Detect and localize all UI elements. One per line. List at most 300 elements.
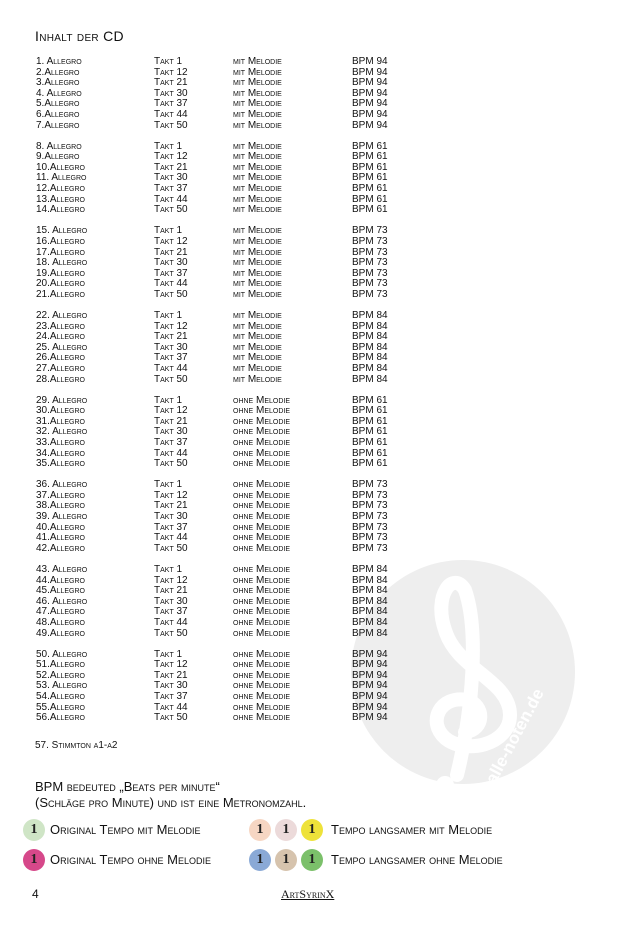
track-group xyxy=(0,565,640,639)
track-row xyxy=(0,544,640,555)
track-takt: Takt 44 xyxy=(154,278,188,290)
track-melody: ohne Melodie xyxy=(233,521,291,533)
track-takt: Takt 44 xyxy=(154,701,188,713)
track-takt: Takt 44 xyxy=(154,616,188,628)
track-bpm: BPM 61 xyxy=(352,437,388,448)
track-takt: Takt 12 xyxy=(154,659,188,671)
track-row xyxy=(0,565,640,576)
track-melody: ohne Melodie xyxy=(233,489,291,501)
track-takt: Takt 1 xyxy=(154,309,183,321)
legend-badge-slow-mit-1: 1 xyxy=(249,819,271,841)
track-takt: Takt 21 xyxy=(154,331,188,343)
track-row xyxy=(0,269,640,280)
track-bpm: BPM 73 xyxy=(352,288,388,300)
track-title: 41.Allegro xyxy=(36,532,85,544)
track-bpm: BPM 94 xyxy=(352,119,388,131)
track-bpm: BPM 73 xyxy=(352,532,388,544)
track-takt: Takt 21 xyxy=(154,669,188,681)
track-melody: ohne Melodie xyxy=(233,563,291,575)
track-takt: Takt 44 xyxy=(154,193,188,205)
track-bpm: BPM 73 xyxy=(352,500,388,512)
track-title: 6.Allegro xyxy=(36,108,80,120)
track-title: 1. Allegro xyxy=(36,56,82,67)
track-title: 40.Allegro xyxy=(36,521,85,533)
track-title: 49.Allegro xyxy=(36,627,85,639)
legend-badge-slow-ohne-3: 1 xyxy=(301,849,323,871)
track-takt: Takt 12 xyxy=(154,320,188,332)
track-row xyxy=(0,163,640,174)
track-bpm: BPM 84 xyxy=(352,585,388,597)
track-row xyxy=(0,142,640,153)
track-melody: mit Melodie xyxy=(233,161,282,173)
track-takt: Takt 44 xyxy=(154,362,188,374)
watermark-text: alle-noten.de xyxy=(481,685,548,787)
track-melody: ohne Melodie xyxy=(233,479,291,491)
track-bpm: BPM 84 xyxy=(352,373,388,385)
track-bpm: BPM 94 xyxy=(352,701,388,713)
track-row xyxy=(0,512,640,523)
legend-row-ohne-melodie xyxy=(0,849,640,873)
track-melody: ohne Melodie xyxy=(233,712,291,724)
track-bpm: BPM 73 xyxy=(352,511,388,523)
track-title: 27.Allegro xyxy=(36,362,85,374)
track-row xyxy=(0,78,640,89)
track-row xyxy=(0,396,640,407)
track-title: 36. Allegro xyxy=(36,479,88,491)
track-bpm: BPM 94 xyxy=(352,108,388,120)
track-bpm: BPM 73 xyxy=(352,235,388,247)
track-takt: Takt 12 xyxy=(154,405,188,417)
track-melody: mit Melodie xyxy=(233,309,282,321)
track-melody: mit Melodie xyxy=(233,66,282,78)
track-takt: Takt 37 xyxy=(154,352,188,364)
track-title: 28.Allegro xyxy=(36,373,85,385)
track-takt: Takt 37 xyxy=(154,267,188,279)
track-melody: ohne Melodie xyxy=(233,394,291,406)
track-group xyxy=(0,142,640,216)
track-bpm: BPM 61 xyxy=(352,193,388,205)
track-bpm: BPM 61 xyxy=(352,426,388,438)
track-title: 23.Allegro xyxy=(36,320,85,332)
track-melody: ohne Melodie xyxy=(233,500,291,512)
track-title: 22. Allegro xyxy=(36,309,88,321)
track-takt: Takt 50 xyxy=(154,458,188,470)
track-title: 4. Allegro xyxy=(36,87,82,99)
legend-label-slow-ohne: Tempo langsamer ohne Melodie xyxy=(331,852,503,867)
track-bpm: BPM 73 xyxy=(352,246,388,258)
track-bpm: BPM 73 xyxy=(352,278,388,290)
track-row xyxy=(0,57,640,68)
track-row xyxy=(0,332,640,343)
track-title: 45.Allegro xyxy=(36,585,85,597)
track-bpm: BPM 61 xyxy=(352,394,388,406)
track-title: 11. Allegro xyxy=(36,172,87,184)
track-row xyxy=(0,671,640,682)
track-takt: Takt 1 xyxy=(154,56,183,67)
track-title: 31.Allegro xyxy=(36,415,85,427)
track-melody: mit Melodie xyxy=(233,108,282,120)
track-bpm: BPM 73 xyxy=(352,521,388,533)
track-row xyxy=(0,311,640,322)
track-group xyxy=(0,57,640,131)
track-bpm: BPM 94 xyxy=(352,680,388,692)
track-takt: Takt 37 xyxy=(154,183,188,195)
track-title: 30.Allegro xyxy=(36,405,85,417)
legend-label-slow-mit: Tempo langsamer mit Melodie xyxy=(331,822,493,837)
track-takt: Takt 30 xyxy=(154,87,188,99)
track-row xyxy=(0,195,640,206)
track-takt: Takt 30 xyxy=(154,341,188,353)
track-title: 17.Allegro xyxy=(36,246,85,258)
track-bpm: BPM 61 xyxy=(352,204,388,216)
track-title: 43. Allegro xyxy=(36,563,88,575)
track-bpm: BPM 61 xyxy=(352,183,388,195)
legend-label-orig-ohne: Original Tempo ohne Melodie xyxy=(50,852,212,867)
track-melody: ohne Melodie xyxy=(233,659,291,671)
track-title: 48.Allegro xyxy=(36,616,85,628)
track-list xyxy=(0,57,640,734)
track-row xyxy=(0,205,640,216)
track-bpm: BPM 61 xyxy=(352,151,388,163)
track-melody: ohne Melodie xyxy=(233,542,291,554)
track-row xyxy=(0,703,640,714)
track-melody: ohne Melodie xyxy=(233,627,291,639)
track-title: 18. Allegro xyxy=(36,257,88,269)
track-takt: Takt 12 xyxy=(154,489,188,501)
track-melody: ohne Melodie xyxy=(233,701,291,713)
track-melody: mit Melodie xyxy=(233,288,282,300)
track-takt: Takt 50 xyxy=(154,542,188,554)
track-melody: ohne Melodie xyxy=(233,532,291,544)
track-bpm: BPM 94 xyxy=(352,690,388,702)
track-melody: ohne Melodie xyxy=(233,426,291,438)
track-melody: ohne Melodie xyxy=(233,511,291,523)
track-melody: mit Melodie xyxy=(233,172,282,184)
track-row xyxy=(0,99,640,110)
track-row xyxy=(0,343,640,354)
track-row xyxy=(0,110,640,121)
bpm-note-line1: BPM bedeuted „Beats per minute“ xyxy=(35,779,220,794)
track-row xyxy=(0,89,640,100)
track-takt: Takt 12 xyxy=(154,574,188,586)
track-title: 37.Allegro xyxy=(36,489,85,501)
track-title: 7.Allegro xyxy=(36,119,80,131)
track-bpm: BPM 84 xyxy=(352,563,388,575)
track-melody: ohne Melodie xyxy=(233,669,291,681)
track-bpm: BPM 94 xyxy=(352,648,388,660)
track-row xyxy=(0,650,640,661)
track-takt: Takt 44 xyxy=(154,532,188,544)
track-bpm: BPM 73 xyxy=(352,225,388,237)
track-takt: Takt 30 xyxy=(154,172,188,184)
track-bpm: BPM 94 xyxy=(352,66,388,78)
page-title: Inhalt der CD xyxy=(35,28,124,44)
track-row xyxy=(0,173,640,184)
track-row xyxy=(0,597,640,608)
track-melody: mit Melodie xyxy=(233,183,282,195)
track-takt: Takt 1 xyxy=(154,140,183,152)
track-melody: mit Melodie xyxy=(233,246,282,258)
track-melody: mit Melodie xyxy=(233,373,282,385)
track-melody: mit Melodie xyxy=(233,225,282,237)
track-row xyxy=(0,427,640,438)
track-bpm: BPM 73 xyxy=(352,489,388,501)
track-takt: Takt 30 xyxy=(154,680,188,692)
track-row xyxy=(0,480,640,491)
track-row xyxy=(0,417,640,428)
track-bpm: BPM 61 xyxy=(352,447,388,459)
track-bpm: BPM 84 xyxy=(352,320,388,332)
track-bpm: BPM 84 xyxy=(352,574,388,586)
legend-row-mit-melodie xyxy=(0,819,640,843)
track-takt: Takt 1 xyxy=(154,225,183,237)
track-title: 33.Allegro xyxy=(36,437,85,448)
track-melody: mit Melodie xyxy=(233,331,282,343)
track-takt: Takt 50 xyxy=(154,712,188,724)
track-title: 14.Allegro xyxy=(36,204,85,216)
track-melody: mit Melodie xyxy=(233,140,282,152)
track-bpm: BPM 84 xyxy=(352,309,388,321)
track-takt: Takt 12 xyxy=(154,66,188,78)
track-melody: mit Melodie xyxy=(233,151,282,163)
legend-badge-orig-ohne: 1 xyxy=(23,849,45,871)
track-takt: Takt 37 xyxy=(154,606,188,618)
track-bpm: BPM 73 xyxy=(352,542,388,554)
track-bpm: BPM 94 xyxy=(352,77,388,89)
track-row xyxy=(0,491,640,502)
track-takt: Takt 12 xyxy=(154,151,188,163)
track-row xyxy=(0,438,640,449)
track-melody: ohne Melodie xyxy=(233,690,291,702)
track-title: 52.Allegro xyxy=(36,669,85,681)
track-bpm: BPM 61 xyxy=(352,140,388,152)
track-title: 42.Allegro xyxy=(36,542,85,554)
track-row xyxy=(0,184,640,195)
track-bpm: BPM 94 xyxy=(352,659,388,671)
legend-label-orig-mit: Original Tempo mit Melodie xyxy=(50,822,201,837)
track-melody: mit Melodie xyxy=(233,278,282,290)
track-bpm: BPM 84 xyxy=(352,352,388,364)
track-melody: mit Melodie xyxy=(233,267,282,279)
track-title: 2.Allegro xyxy=(36,66,80,78)
track-bpm: BPM 84 xyxy=(352,616,388,628)
track-row xyxy=(0,607,640,618)
track-row xyxy=(0,660,640,671)
track-melody: mit Melodie xyxy=(233,56,282,67)
track-bpm: BPM 84 xyxy=(352,606,388,618)
track-bpm: BPM 94 xyxy=(352,712,388,724)
track-takt: Takt 37 xyxy=(154,98,188,110)
track-row xyxy=(0,375,640,386)
track-title: 54.Allegro xyxy=(36,690,85,702)
track-melody: mit Melodie xyxy=(233,98,282,110)
track-row xyxy=(0,406,640,417)
track-row xyxy=(0,152,640,163)
track-takt: Takt 12 xyxy=(154,235,188,247)
track-row xyxy=(0,322,640,333)
track-row xyxy=(0,618,640,629)
track-melody: ohne Melodie xyxy=(233,574,291,586)
track-title: 50. Allegro xyxy=(36,648,88,660)
track-bpm: BPM 61 xyxy=(352,458,388,470)
track-takt: Takt 30 xyxy=(154,595,188,607)
brand-name: ArtSyrinX xyxy=(281,887,335,901)
track-title: 46. Allegro xyxy=(36,595,88,607)
track-takt: Takt 50 xyxy=(154,288,188,300)
track-bpm: BPM 61 xyxy=(352,172,388,184)
track-group xyxy=(0,311,640,385)
track-melody: mit Melodie xyxy=(233,257,282,269)
legend-badge-slow-ohne-1: 1 xyxy=(249,849,271,871)
track-takt: Takt 30 xyxy=(154,257,188,269)
track-row xyxy=(0,364,640,375)
track-takt: Takt 37 xyxy=(154,437,188,448)
track-row xyxy=(0,692,640,703)
track-melody: mit Melodie xyxy=(233,352,282,364)
track-title: 20.Allegro xyxy=(36,278,85,290)
track-takt: Takt 1 xyxy=(154,479,183,491)
track-title: 39. Allegro xyxy=(36,511,88,523)
track-row xyxy=(0,68,640,79)
track-bpm: BPM 84 xyxy=(352,627,388,639)
track-takt: Takt 1 xyxy=(154,648,183,660)
track-row xyxy=(0,501,640,512)
bpm-note-line2: (Schläge pro Minute) und ist eine Metronomzahl. xyxy=(35,795,307,810)
track-row xyxy=(0,237,640,248)
track-takt: Takt 44 xyxy=(154,108,188,120)
track-takt: Takt 50 xyxy=(154,119,188,131)
track-takt: Takt 1 xyxy=(154,394,183,406)
legend-badge-orig-mit: 1 xyxy=(23,819,45,841)
track-row xyxy=(0,121,640,132)
track-row xyxy=(0,629,640,640)
track-row xyxy=(0,279,640,290)
track-melody: ohne Melodie xyxy=(233,458,291,470)
track-bpm: BPM 73 xyxy=(352,479,388,491)
track-title: 26.Allegro xyxy=(36,352,85,364)
track-melody: mit Melodie xyxy=(233,204,282,216)
track-group xyxy=(0,226,640,300)
track-takt: Takt 50 xyxy=(154,373,188,385)
track-takt: Takt 21 xyxy=(154,246,188,258)
track-title: 16.Allegro xyxy=(36,235,85,247)
track-melody: ohne Melodie xyxy=(233,595,291,607)
track-title: 5.Allegro xyxy=(36,98,80,110)
track-title: 32. Allegro xyxy=(36,426,88,438)
legend-badge-slow-mit-2: 1 xyxy=(275,819,297,841)
track-title: 53. Allegro xyxy=(36,680,88,692)
track-melody: ohne Melodie xyxy=(233,415,291,427)
track-takt: Takt 37 xyxy=(154,521,188,533)
track-title: 19.Allegro xyxy=(36,267,85,279)
track-takt: Takt 21 xyxy=(154,585,188,597)
page-number: 4 xyxy=(32,887,39,901)
track-melody: ohne Melodie xyxy=(233,585,291,597)
track-takt: Takt 30 xyxy=(154,511,188,523)
track-bpm: BPM 61 xyxy=(352,405,388,417)
track-row xyxy=(0,586,640,597)
track-title: 51.Allegro xyxy=(36,659,85,671)
track-bpm: BPM 94 xyxy=(352,56,388,67)
track-group xyxy=(0,480,640,554)
track-melody: mit Melodie xyxy=(233,77,282,89)
track-bpm: BPM 94 xyxy=(352,98,388,110)
track-row xyxy=(0,290,640,301)
track-row xyxy=(0,353,640,364)
track-group xyxy=(0,650,640,724)
track-takt: Takt 1 xyxy=(154,563,183,575)
track-bpm: BPM 94 xyxy=(352,669,388,681)
track-takt: Takt 21 xyxy=(154,415,188,427)
track-row xyxy=(0,576,640,587)
track-title: 25. Allegro xyxy=(36,341,88,353)
track-melody: mit Melodie xyxy=(233,235,282,247)
track-title: 21.Allegro xyxy=(36,288,85,300)
track-title: 9.Allegro xyxy=(36,151,80,163)
track-title: 38.Allegro xyxy=(36,500,85,512)
track-title: 12.Allegro xyxy=(36,183,85,195)
track-title: 34.Allegro xyxy=(36,447,85,459)
track-bpm: BPM 94 xyxy=(352,87,388,99)
track-title: 56.Allegro xyxy=(36,712,85,724)
track-title: 35.Allegro xyxy=(36,458,85,470)
track-takt: Takt 50 xyxy=(154,627,188,639)
track-bpm: BPM 84 xyxy=(352,331,388,343)
legend-badge-slow-ohne-2: 1 xyxy=(275,849,297,871)
track-melody: ohne Melodie xyxy=(233,680,291,692)
track-bpm: BPM 84 xyxy=(352,341,388,353)
track-takt: Takt 50 xyxy=(154,204,188,216)
track-title: 47.Allegro xyxy=(36,606,85,618)
track-title: 55.Allegro xyxy=(36,701,85,713)
track-bpm: BPM 84 xyxy=(352,362,388,374)
track-takt: Takt 21 xyxy=(154,77,188,89)
track-melody: mit Melodie xyxy=(233,362,282,374)
track-melody: mit Melodie xyxy=(233,341,282,353)
track-row xyxy=(0,681,640,692)
track-row xyxy=(0,459,640,470)
track-melody: mit Melodie xyxy=(233,320,282,332)
track-melody: mit Melodie xyxy=(233,87,282,99)
track-title: 10.Allegro xyxy=(36,161,85,173)
track-bpm: BPM 61 xyxy=(352,161,388,173)
track-title: 24.Allegro xyxy=(36,331,85,343)
track-melody: ohne Melodie xyxy=(233,606,291,618)
track-row xyxy=(0,226,640,237)
track-bpm: BPM 73 xyxy=(352,267,388,279)
track-takt: Takt 44 xyxy=(154,447,188,459)
track-title: 13.Allegro xyxy=(36,193,85,205)
bpm-note xyxy=(35,779,306,811)
track-melody: ohne Melodie xyxy=(233,437,291,448)
track-bpm: BPM 84 xyxy=(352,595,388,607)
track-takt: Takt 37 xyxy=(154,690,188,702)
track-title: 3.Allegro xyxy=(36,77,80,89)
track-bpm: BPM 73 xyxy=(352,257,388,269)
track-takt: Takt 21 xyxy=(154,500,188,512)
track-row xyxy=(0,449,640,460)
track-melody: ohne Melodie xyxy=(233,648,291,660)
legend-badge-slow-mit-3: 1 xyxy=(301,819,323,841)
track-row xyxy=(0,248,640,259)
track-row xyxy=(0,258,640,269)
track-takt: Takt 30 xyxy=(154,426,188,438)
track-melody: ohne Melodie xyxy=(233,405,291,417)
tuning-note: 57. Stimmton a1-a2 xyxy=(35,740,118,751)
track-row xyxy=(0,523,640,534)
track-melody: mit Melodie xyxy=(233,119,282,131)
track-title: 8. Allegro xyxy=(36,140,82,152)
